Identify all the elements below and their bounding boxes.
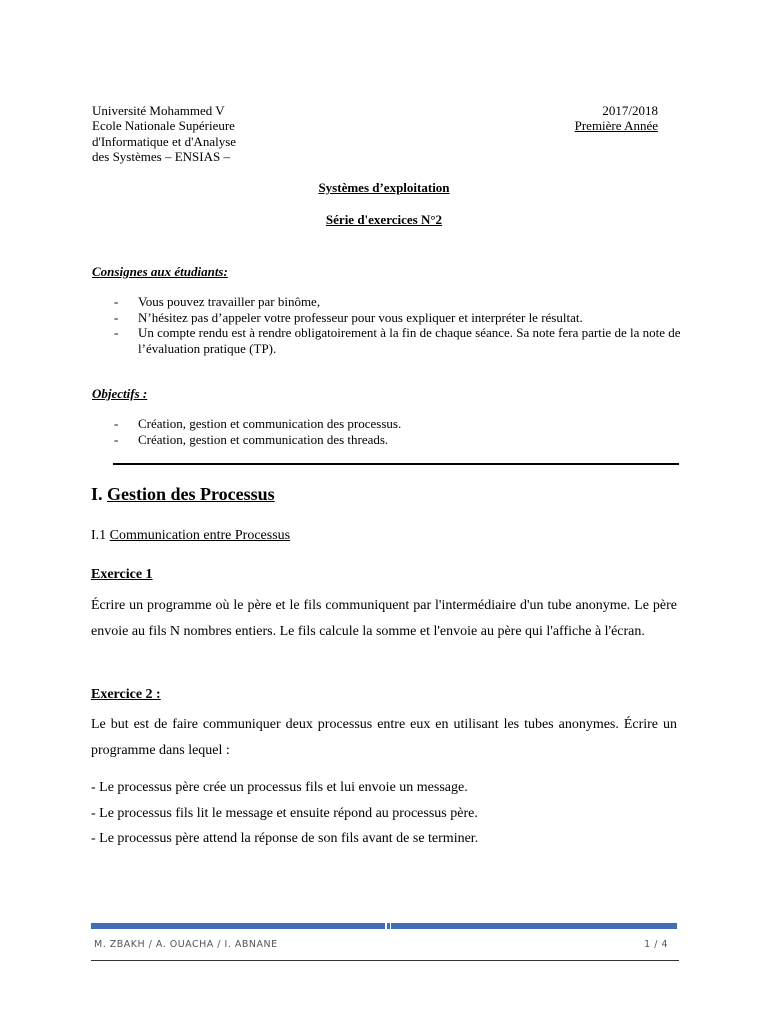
section-heading — [91, 484, 275, 505]
subsection-heading — [91, 528, 290, 544]
footer-authors: M. ZBAKH / A. OUACHA / I. ABNANE — [94, 939, 278, 950]
course-title: Systèmes d’exploitation — [318, 180, 450, 195]
footer-rule — [91, 960, 679, 961]
academic-year: 2017/2018 — [602, 103, 658, 118]
subsection-number: I.1 — [91, 528, 107, 543]
list-item: - N’hésitez pas d’appeler votre professeur pour vous expliquer et interpréter le résultat. — [112, 310, 682, 326]
exercise-2-title: Exercice 2 : — [91, 687, 161, 702]
exercise-2-intro: Le but est de faire communiquer deux processus entre eux en utilisant les tubes anonymes. Écrire un programme dans lequel : — [91, 717, 677, 758]
list-item: - Vous pouvez travailler par binôme, — [112, 294, 682, 310]
instructions-list — [112, 294, 682, 356]
exercise-2-step: - Le processus père crée un processus fils et lui envoie un message. — [91, 780, 468, 795]
year-block — [575, 103, 658, 134]
subsection-title: Communication entre Processus — [109, 528, 291, 543]
institution-block — [92, 103, 236, 165]
list-item: - Un compte rendu est à rendre obligatoirement à la fin de chaque séance. Sa note fera partie de la note de l’évaluation pratique (TP). — [112, 325, 682, 356]
exercise-1-text: Écrire un programme où le père et le fils communiquent par l'intermédiaire d'un tube anonyme. Le père envoie au fils N nombres entiers. Le fils calcule la somme et l'envoie au père qui l'affiche à l'écran. — [91, 598, 677, 639]
study-level: Première Année — [574, 118, 658, 134]
objectives-heading: Objectifs : — [92, 386, 148, 401]
section-title: Gestion des Processus — [107, 484, 275, 504]
institution-line: d'Informatique et d'Analyse — [92, 133, 237, 149]
footer-accent-bar — [91, 923, 677, 929]
exercise-1-title: Exercice 1 — [91, 567, 153, 582]
section-divider — [113, 463, 679, 465]
section-number: I. — [91, 484, 103, 504]
list-item: - Création, gestion et communication des threads. — [112, 432, 682, 448]
institution-line: des Systèmes – ENSIAS – — [92, 149, 230, 165]
exercise-2-step: - Le processus fils lit le message et ensuite répond au processus père. — [91, 806, 478, 821]
institution-line: Université Mohammed V — [92, 103, 225, 118]
exercise-2-step: - Le processus père attend la réponse de son fils avant de se terminer. — [91, 831, 479, 846]
page-number: 1 / 4 — [644, 939, 668, 950]
objectives-list — [112, 416, 682, 447]
institution-line: Ecole Nationale Supérieure — [92, 118, 235, 134]
list-item: - Création, gestion et communication des processus. — [112, 416, 682, 432]
series-title: Série d'exercices N°2 — [325, 212, 443, 227]
instructions-heading: Consignes aux étudiants: — [92, 264, 228, 279]
